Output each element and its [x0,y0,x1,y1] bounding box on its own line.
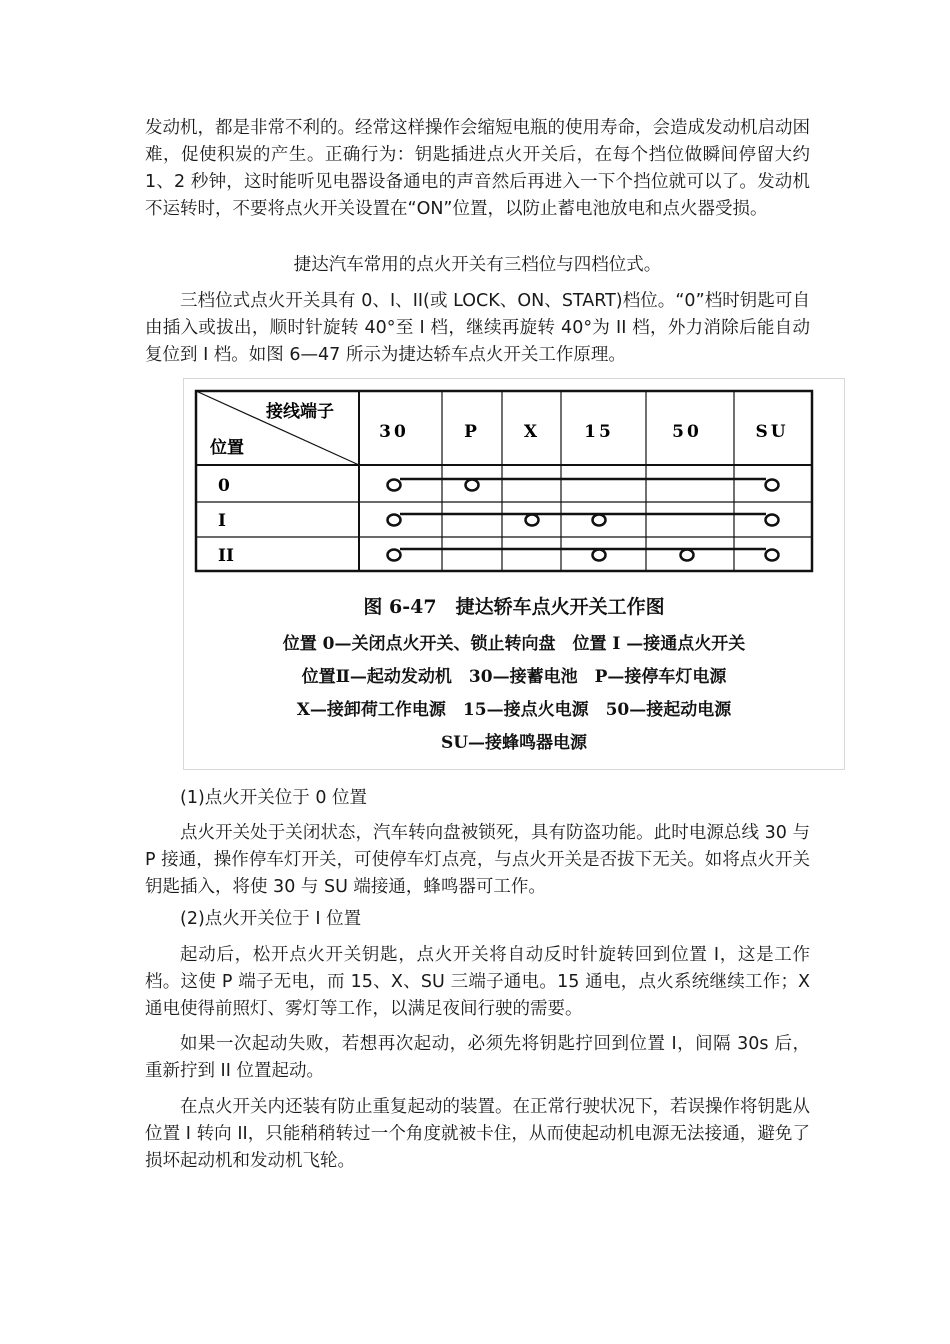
column-header-p: P [464,422,480,442]
contact-circle-i-30 [388,515,401,526]
row-label-0: 0 [218,476,230,496]
column-header-su: SU [755,422,789,442]
contact-circle-ii-su [766,550,779,561]
figure-legend-line-1: 位置 0—关闭点火开关、锁止转向盘 位置 I —接通点火开关 [282,634,746,654]
figure-legend-line-4: SU—接蜂鸣器电源 [440,733,588,753]
column-header-30: 30 [379,422,409,442]
contact-circle-ii-30 [388,550,401,561]
paragraph-intro: 发动机，都是非常不利的。经常这样操作会缩短电瓶的使用寿命，会造成发动机启动困难，促使积炭的产生。正确行为：钥匙插进点火开关后，在每个挡位做瞬间停留大约 1、2 秒钟，这时能听见电器设备通电的声音然后再进入一下个挡位就可以了。发动机不运转时，不要将点火开关设置在“ON”位置，以防止蓄电池放电和点火器受损。 [145,118,810,219]
header-terminal-label: 接线端子 [266,402,334,422]
contact-circle-0-su [766,480,779,491]
paragraph-anti-restart: 在点火开关内还装有防止重复起动的装置。在正常行驶状况下，若误操作将钥匙从位置 I 转向 II，只能稍稍转过一个角度就被卡住，从而使起动机电源无法接通，避免了损坏起动机和发动机飞轮。 [145,1097,810,1171]
figure-title: 图 6-47 捷达轿车点火开关工作图 [363,596,665,618]
figure-legend-line-3: X—接卸荷工作电源 15—接点火电源 50—接起动电源 [296,700,732,720]
heading-position-0: (1)点火开关位于 0 位置 [180,788,368,808]
paragraph-switch-types: 捷达汽车常用的点火开关有三档位与四档位式。 [293,255,662,275]
contact-circle-i-x [526,515,539,526]
contact-circle-0-30 [388,480,401,491]
figure-legend-line-2: 位置Ⅱ—起动发动机 30—接蓄电池 P—接停车灯电源 [301,667,727,687]
contact-circle-ii-50 [681,550,694,561]
contact-circle-ii-15 [593,550,606,561]
header-position-label: 位置 [210,438,244,458]
paragraph-position-0: 点火开关处于关闭状态，汽车转向盘被锁死，具有防盗功能。此时电源总线 30 与 P 接通，操作停车灯开关，可使停车灯点亮，与点火开关是否拔下无关。如将点火开关钥匙插入，将使 30 与 SU 端接通，蜂鸣器可工作。 [145,823,810,897]
row-labels [218,476,234,566]
figure-6-47 [183,378,845,770]
row-label-i: I [218,511,226,531]
column-header-15: 15 [584,422,614,442]
column-header-x: X [523,422,541,442]
column-headers [379,422,788,442]
row-label-ii: II [218,546,234,566]
contact-circle-i-15 [593,515,606,526]
ignition-switch-table [184,379,844,584]
paragraph-three-position: 三档位式点火开关具有 0、I、II(或 LOCK、ON、START)档位。“0”档时钥匙可自由插入或拔出，顺时针旋转 40°至 I 档，继续再旋转 40°为 II 档，外力消除后能自动复位到 I 档。如图 6—47 所示为捷达轿车点火开关工作原理。 [145,291,810,365]
paragraph-restart: 如果一次起动失败，若想再次起动，必须先将钥匙拧回到位置 I，间隔 30s 后，重新拧到 II 位置起动。 [145,1034,810,1081]
connection-lines [388,479,779,561]
column-header-50: 50 [672,422,702,442]
paragraph-position-1: 起动后，松开点火开关钥匙，点火开关将自动反时针旋转回到位置 I，这是工作档。这使 P 端子无电，而 15、X、SU 三端子通电。15 通电，点火系统继续工作；X 通电使得前照灯、雾灯等工作，以满足夜间行驶的需要。 [145,945,810,1019]
contact-circle-i-su [766,515,779,526]
heading-position-1: (2)点火开关位于 I 位置 [180,909,362,929]
contact-circle-0-p [466,480,479,491]
